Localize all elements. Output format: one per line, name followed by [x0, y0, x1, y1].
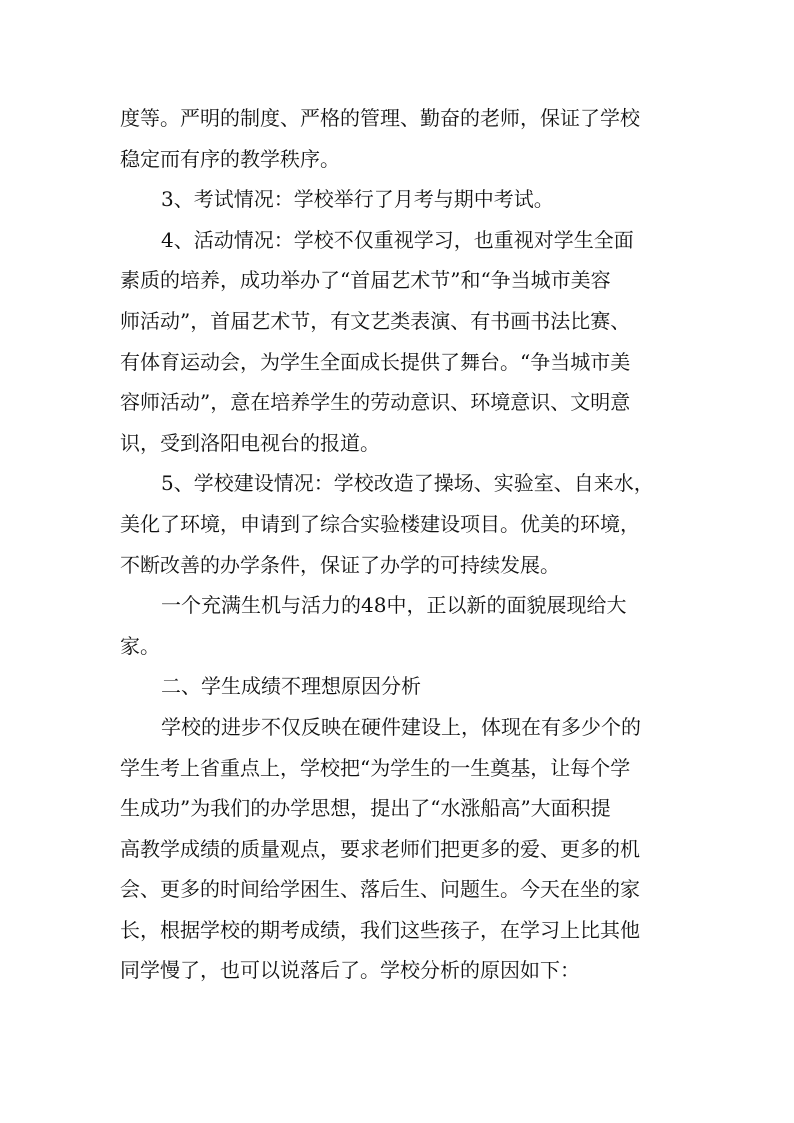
text-line: 同学慢了，也可以说落后了。学校分析的原因如下：	[120, 958, 580, 983]
text-line: 稳定而有序的教学秩序。	[120, 146, 340, 171]
section-heading	[120, 666, 680, 707]
document-body	[120, 98, 680, 991]
text-line: 长，根据学校的期考成绩，我们这些孩子，在学习上比其他	[120, 917, 640, 942]
paragraph-construction	[120, 463, 680, 585]
text-line: 高教学成绩的质量观点，要求老师们把更多的爱、更多的机	[120, 836, 640, 861]
section-heading-text: 二、学生成绩不理想原因分析	[161, 674, 421, 699]
text-line: 不断改善的办学条件，保证了办学的可持续发展。	[120, 552, 560, 577]
text-line: 师活动”，首届艺术节，有文艺类表演、有书画书法比赛、	[120, 308, 631, 333]
text-line: 学生考上省重点上，学校把“为学生的一生奠基，让每个学	[120, 755, 631, 780]
text-line: 一个充满生机与活力的48中，正以新的面貌展现给大	[161, 593, 627, 618]
paragraph-analysis	[120, 707, 680, 991]
text-line: 识，受到洛阳电视台的报道。	[120, 430, 380, 455]
paragraph-exams	[120, 179, 680, 220]
paragraph-activities	[120, 220, 680, 464]
text-line: 3、考试情况：学校举行了月考与期中考试。	[161, 187, 554, 212]
text-line: 学校的进步不仅反映在硬件建设上，体现在有多少个的	[161, 714, 641, 739]
paragraph-school-vitality	[120, 585, 680, 666]
text-line: 会、更多的时间给学困生、落后生、问题生。今天在坐的家	[120, 877, 640, 902]
text-line: 度等。严明的制度、严格的管理、勤奋的老师，保证了学校	[120, 106, 640, 130]
paragraph-rules	[120, 98, 680, 179]
text-line: 5、学校建设情况：学校改造了操场、实验室、自来水，	[161, 471, 654, 496]
text-line: 有体育运动会，为学生全面成长提供了舞台。“争当城市美	[120, 349, 631, 374]
text-line: 家。	[120, 633, 160, 658]
text-line: 4、活动情况：学校不仅重视学习，也重视对学生全面	[161, 227, 634, 252]
text-line: 美化了环境，申请到了综合实验楼建设项目。优美的环境，	[120, 511, 640, 536]
text-line: 生成功”为我们的办学思想，提出了“水涨船高”大面积提	[120, 796, 611, 821]
text-line: 容师活动”，意在培养学生的劳动意识、环境意识、文明意	[120, 390, 631, 415]
text-line: 素质的培养，成功举办了“首届艺术节”和“争当城市美容	[120, 268, 611, 293]
